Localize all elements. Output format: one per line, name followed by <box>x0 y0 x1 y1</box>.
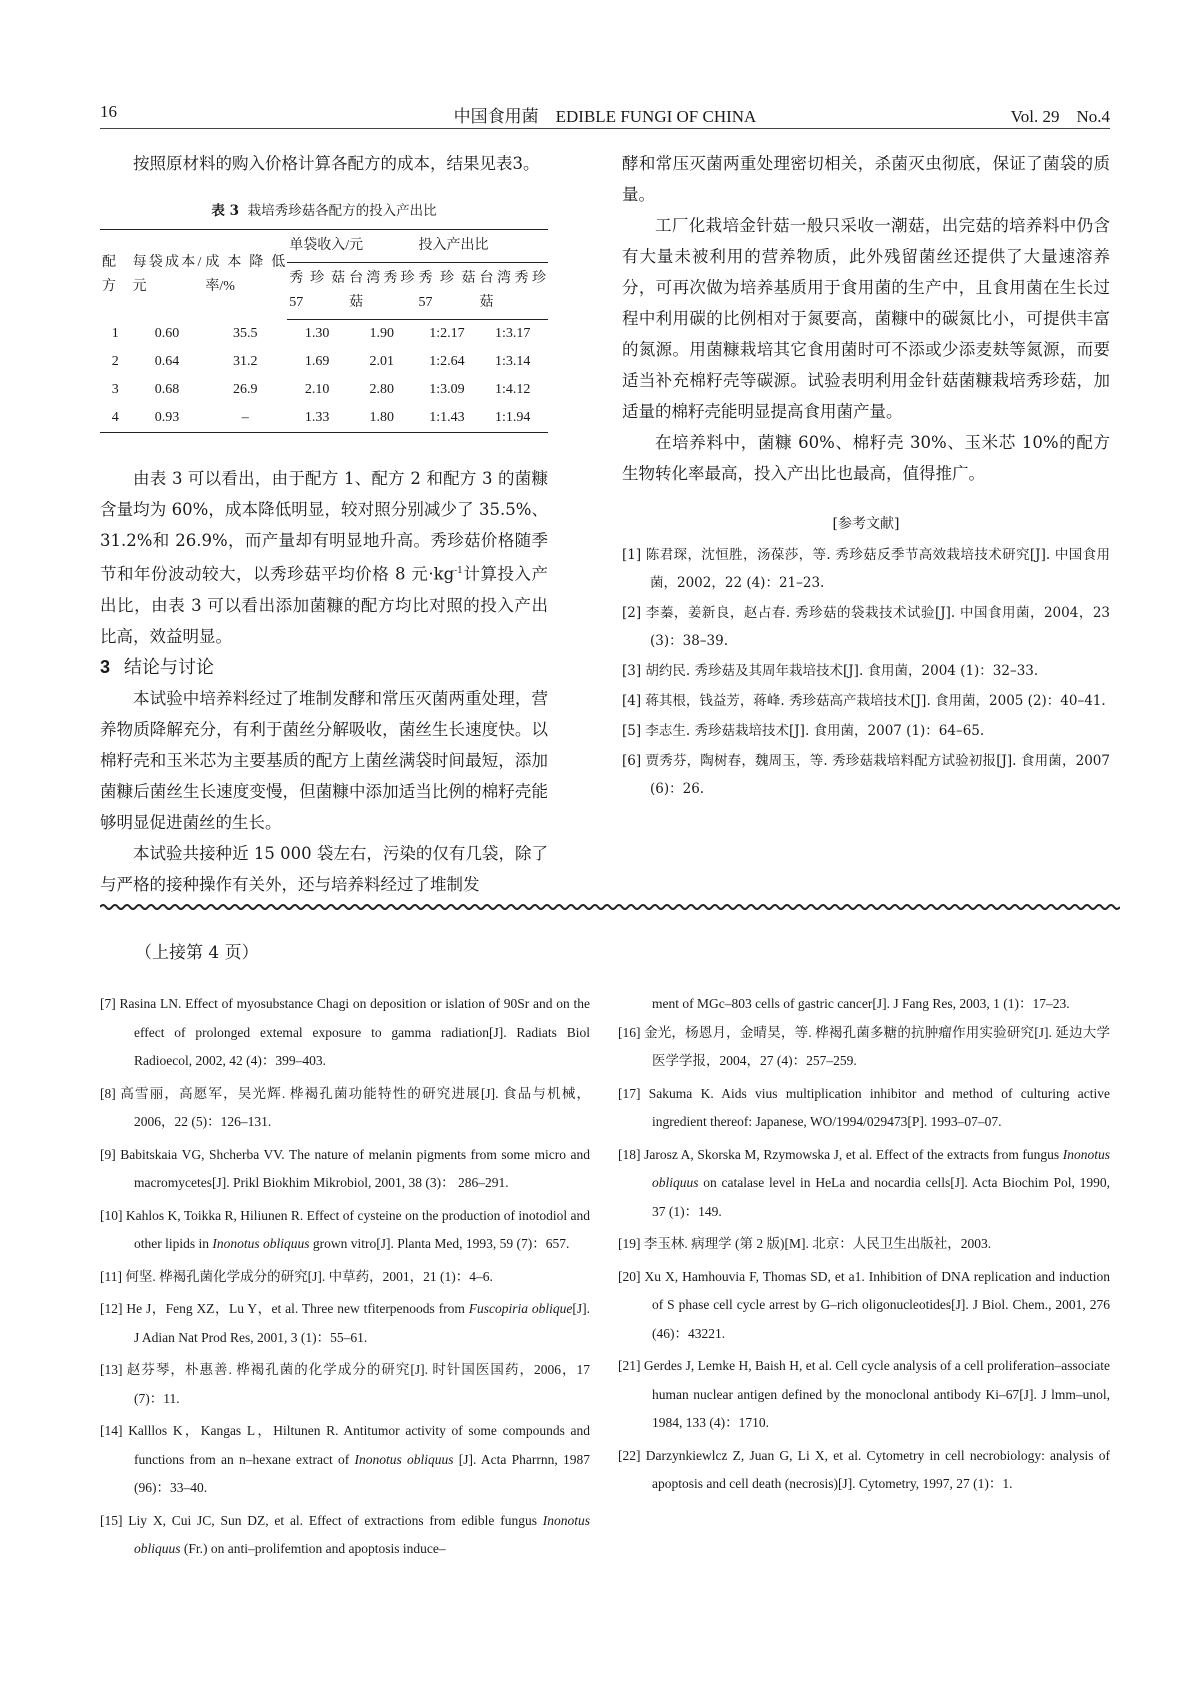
reference-number: [13] <box>100 1362 123 1377</box>
reference-text: Rasina LN. Effect of myosubstance Chagi on deposition or islation of 90Sr and on the effect of prolonged extemal exposure to gamma radiation[J]. Radiats Biol Radioecol, 2002, 42 (4)：399–403. <box>119 996 590 1068</box>
reference-text: Kahlos K, Toikka R, Hiliunen R. Effect of cysteine on the production of inotodiol and other lipids in <box>125 1207 591 1251</box>
reference-item <box>100 1202 590 1259</box>
reference-text: 何坚. 桦褐孔菌化学成分的研究[J]. 中草药，2001，21 (1)：4–6. <box>125 1268 493 1284</box>
references-title: [参考文献] <box>832 516 900 532</box>
wavy-separator <box>100 902 1120 912</box>
cell-income-57: 1.30 <box>304 326 330 341</box>
species-name: Fuscopiria oblique <box>468 1301 573 1316</box>
cell-cost: 0.68 <box>154 382 180 397</box>
reference-number: [15] <box>100 1512 123 1528</box>
reference-item <box>618 1230 1110 1259</box>
reference-text: on catalase level in HeLa and nocardia cells[J]. Acta Biochim Pol, 1990, 37 (1)：149. <box>652 1175 1110 1219</box>
reference-item <box>618 1263 1110 1349</box>
reference-item <box>618 1352 1110 1438</box>
cell-ratio-tw: 1:3.14 <box>495 354 531 369</box>
reference-item <box>100 990 590 1076</box>
cell-income-tw: 1.80 <box>369 410 395 425</box>
reference-item: [2] 李蓁，姜新良，赵占春. 秀珍菇的袋栽技术试验[J]. 中国食用菌，2004，23 (3)：38–39. <box>622 605 1110 649</box>
conclusion-paragraph-2: 本试验共接种近 15 000 袋左右，污染的仅有几袋，除了与严格的接种操作有关外，还与培养料经过了堆制发 <box>100 843 548 894</box>
reference-text: Darzynkiewlcz Z, Juan G, Li X, et al. Cytometry in cell necrobiology: analysis of apoptosis and cell death (necrosis)[J]. Cytometry, 1997, 27 (1)：1. <box>645 1447 1111 1491</box>
reference-item <box>618 1442 1110 1499</box>
header-ratio-57: 秀珍菇 57 <box>416 263 477 320</box>
cell-income-57: 1.33 <box>304 410 330 425</box>
cell-reduction: 26.9 <box>233 382 258 397</box>
analysis-paragraph <box>100 463 548 652</box>
table-caption-text: 栽培秀珍菇各配方的投入产出比 <box>247 203 437 219</box>
reference-text: Sakuma K. Aids vius multiplication inhibitor and method of culturing active ingredient thereof: Japanese, WO/1994/029473[P]. 1993–07–07. <box>648 1085 1110 1129</box>
reference-item <box>618 1141 1110 1227</box>
reference-number: [10] <box>100 1207 123 1223</box>
table-row <box>100 348 548 376</box>
continuation-label: （上接第 4 页） <box>135 943 259 963</box>
reference-text: 金光，杨恩月，金晴昊，等. 桦褐孔菌多糖的抗肿瘤作用实验研究[J]. 延边大学医学学报，2004，27 (4)：257–259. <box>644 1024 1110 1068</box>
reference-text: Xu X, Hamhouvia F, Thomas SD, et a1. Inhibition of DNA replication and induction of S phase cell cycle arrest by G–rich oligonucleotides[J]. J Biol. Chem., 2001, 276 (46)：43221. <box>644 1268 1111 1341</box>
table-row <box>100 320 548 349</box>
reference-text: Babitskaia VG, Shcherba VV. The nature of melanin pigments from some micro and macromycetes[J]. Prikl Biokhim Mikrobiol, 2001, 38 (3)： 286–291. <box>120 1146 590 1190</box>
cell-ratio-57: 1:2.17 <box>429 326 465 341</box>
reference-item <box>100 1417 590 1503</box>
reference-number: [21] <box>618 1358 641 1373</box>
reference-number: [16] <box>618 1024 641 1040</box>
reference-text: [J]. Acta Pharrnn, 1987 (96)：33–40. <box>134 1451 590 1495</box>
reference-item: [3] 胡约民. 秀珍菇及其周年栽培技术[J]. 食用菌，2004 (1)：32–33. <box>622 663 1039 679</box>
reference-number: [11] <box>100 1268 122 1284</box>
header-formula: 配方 <box>102 254 116 294</box>
reference-continuation: ment of MGc–803 cells of gastric cancer[J]. J Fang Res, 2003, 1 (1)：17–23. <box>652 996 1070 1011</box>
reference-item <box>100 1295 590 1352</box>
reference-number: [20] <box>618 1268 641 1284</box>
reference-text: 赵芬琴，朴惠善. 桦褐孔菌的化学成分的研究[J]. 时针国医国药，2006，17 (7)：11. <box>126 1362 590 1406</box>
cell-ratio-tw: 1:3.17 <box>495 326 531 341</box>
section-number: 3 <box>100 656 111 677</box>
reference-text: He J，Feng XZ，Lu Y，et al. Three new tfiterpenoods from <box>126 1301 469 1316</box>
reference-text: (Fr.) on anti–prolifemtion and apoptosis induce– <box>180 1541 446 1556</box>
table-caption-label: 表 3 <box>211 203 239 219</box>
factory-paragraph: 工厂化栽培金针菇一般只采收一潮菇，出完菇的培养料中仍含有大量未被利用的营养物质，此外残留菌丝还提供了大量速溶养分，可再次做为培养基质用于食用菌的生产中，且食用菌在生长过程中利用碳的比例相对于氮要高，菌糠中的碳氮比小，可提供丰富的氮源。用菌糠栽培其它食用菌时可不添或少添麦麸等氮源，而要适当补充棉籽壳等碳源。试验表明利用金针菇菌糠栽培秀珍菇，加适量的棉籽壳能明显提高食用菌产量。 <box>622 216 1110 421</box>
reference-number: [19] <box>618 1236 641 1251</box>
reference-item: [5] 李志生. 秀珍菇栽培技术[J]. 食用菌，2007 (1)：64–65. <box>622 723 985 739</box>
cell-income-tw: 2.80 <box>369 382 395 397</box>
reference-text: Jarosz A, Skorska M, Rzymowska J, et al. Effect of the extracts from fungus <box>644 1146 1063 1162</box>
reference-item: [6] 贾秀芬，陶树春，魏周玉，等. 秀珍菇栽培料配方试验初报[J]. 食用菌，2007 (6)：26. <box>622 753 1110 797</box>
reference-item <box>618 1019 1110 1076</box>
reference-item <box>618 1080 1110 1137</box>
species-name: Inonotus obliquus <box>652 1146 1110 1190</box>
section-heading <box>100 652 548 683</box>
cell-cost: 0.93 <box>154 410 180 425</box>
header-income-group: 单袋收入/元 <box>287 230 416 263</box>
journal-title: 中国食用菌 EDIBLE FUNGI OF CHINA <box>453 107 757 126</box>
cell-formula: 2 <box>111 354 119 369</box>
cell-ratio-tw: 1:1.94 <box>495 410 531 425</box>
cell-income-tw: 2.01 <box>369 354 395 369</box>
reference-item <box>100 1141 590 1198</box>
cell-ratio-57: 1:1.43 <box>429 410 465 425</box>
cell-ratio-tw: 1:4.12 <box>495 382 531 397</box>
cell-income-tw: 1.90 <box>369 326 395 341</box>
cell-formula: 4 <box>111 410 119 425</box>
continued-references-right <box>618 990 1110 1503</box>
species-name: Inonotus obliquus <box>134 1512 590 1556</box>
cell-cost: 0.64 <box>154 354 180 369</box>
reference-text: Kalllos K，Kangas L，Hiltunen R. Antitumor activity of some compounds and functions from an n–hexane extract of <box>128 1423 591 1467</box>
cell-formula: 1 <box>111 325 119 341</box>
species-name: Inonotus obliquus <box>354 1451 454 1467</box>
reference-item <box>100 1356 590 1413</box>
analysis-text-a: 由表 3 可以看出，由于配方 1、配方 2 和配方 3 的菌糠含量均为 60%，成本降低明显，较对照分别减少了 35.5%、31.2%和 26.9%，而产量却有明显地升高。秀珍菇价格随季节和年份波动较大，以秀珍菇平均价格 8 元·kg <box>100 469 548 584</box>
header-income-taiwan: 台湾秀珍菇 <box>347 263 416 320</box>
table-row <box>100 376 548 404</box>
running-header <box>100 98 1110 129</box>
references-list <box>622 541 1110 803</box>
input-output-table <box>100 229 548 433</box>
reference-number: [18] <box>618 1146 641 1162</box>
analysis-text-b: 计算投入产出比，由表 3 可以看出添加菌糠的配方均比对照的投入产出比高，效益明显。 <box>100 564 549 646</box>
unit-exponent: -1 <box>454 566 463 576</box>
reference-item <box>100 1080 590 1137</box>
left-column <box>100 148 548 900</box>
reference-item <box>100 1263 590 1292</box>
cell-income-57: 1.69 <box>304 354 330 369</box>
cell-income-57: 2.10 <box>304 382 330 397</box>
header-cost-per-bag: 每袋成本/元 <box>132 254 202 294</box>
reference-item: [1] 陈君琛，沈恒胜，汤葆莎，等. 秀珍菇反季节高效栽培技术研究[J]. 中国食用菌，2002，22 (4)：21–23. <box>622 547 1110 591</box>
reference-number: [7] <box>100 996 116 1011</box>
reference-text: [J]. J Adian Nat Prod Res, 2001, 3 (1)：55–61. <box>134 1301 590 1345</box>
reference-number: [22] <box>618 1447 641 1463</box>
reference-number: [9] <box>100 1146 116 1162</box>
cell-reduction: 35.5 <box>233 325 258 341</box>
cell-cost: 0.60 <box>154 325 180 341</box>
continued-references-left <box>100 990 590 1568</box>
recommend-paragraph: 在培养料中，菌糠 60%、棉籽壳 30%、玉米芯 10%的配方生物转化率最高，投入产出比也最高，值得推广。 <box>622 433 1110 483</box>
cell-formula: 3 <box>111 382 119 397</box>
reference-text: 李玉林. 病理学 (第 2 版)[M]. 北京：人民卫生出版社，2003. <box>643 1236 992 1251</box>
header-cost-reduction: 成本降低率/% <box>205 254 286 294</box>
header-ratio-taiwan: 台湾秀珍菇 <box>478 263 549 320</box>
cell-ratio-57: 1:3.09 <box>429 382 465 397</box>
cell-ratio-57: 1:2.64 <box>429 354 465 369</box>
section-title: 结论与讨论 <box>124 656 215 678</box>
table-caption <box>100 201 548 221</box>
volume-issue: Vol. 29 No.4 <box>1010 107 1110 126</box>
reference-text: grown vitro[J]. Planta Med, 1993, 59 (7)：657. <box>309 1236 570 1251</box>
continued-paragraph: 酵和常压灭菌两重处理密切相关，杀菌灭虫彻底，保证了菌袋的质量。 <box>622 154 1110 204</box>
conclusion-paragraph-1: 本试验中培养料经过了堆制发酵和常压灭菌两重处理，营养物质降解充分，有利于菌丝分解吸收，菌丝生长速度快。以棉籽壳和玉米芯为主要基质的配方上菌丝满袋时间最短，添加菌糠后菌丝生长速度变慢，但菌糠中添加适当比例的棉籽壳能够明显促进菌丝的生长。 <box>100 688 548 832</box>
cell-reduction: 31.2 <box>233 354 258 369</box>
reference-number: [8] <box>100 1085 116 1101</box>
reference-text: Liy X, Cui JC, Sun DZ, et al. Effect of extractions from edible fungus <box>128 1512 543 1528</box>
reference-number: [17] <box>618 1085 641 1101</box>
page-number: 16 <box>100 102 117 121</box>
header-ratio-group: 投入产出比 <box>416 230 548 263</box>
reference-text: 高雪丽，高愿军，吴光辉. 桦褐孔菌功能特性的研究进展[J]. 食品与机械，2006，22 (5)：126–131. <box>120 1085 591 1129</box>
right-column <box>622 148 1110 805</box>
reference-item: [4] 蒋其根，钱益芳，蒋峰. 秀珍菇高产栽培技术[J]. 食用菌，2005 (2)：40–41. <box>622 693 1106 709</box>
reference-text: Gerdes J, Lemke H, Baish H, et al. Cell cycle analysis of a cell proliferation–associate human nuclear antigen defined by the monoclonal antibody Ki–67[J]. J lmm–unol, 1984, 133 (4)：1710. <box>643 1358 1111 1430</box>
table-row <box>100 404 548 433</box>
header-income-57: 秀珍菇 57 <box>287 263 347 320</box>
cell-reduction: – <box>241 410 249 425</box>
reference-number: [14] <box>100 1423 123 1438</box>
intro-paragraph: 按照原材料的购入价格计算各配方的成本，结果见表3。 <box>133 154 540 173</box>
species-name: Inonotus obliquus <box>212 1236 310 1251</box>
reference-item <box>100 1507 590 1564</box>
reference-number: [12] <box>100 1301 123 1316</box>
